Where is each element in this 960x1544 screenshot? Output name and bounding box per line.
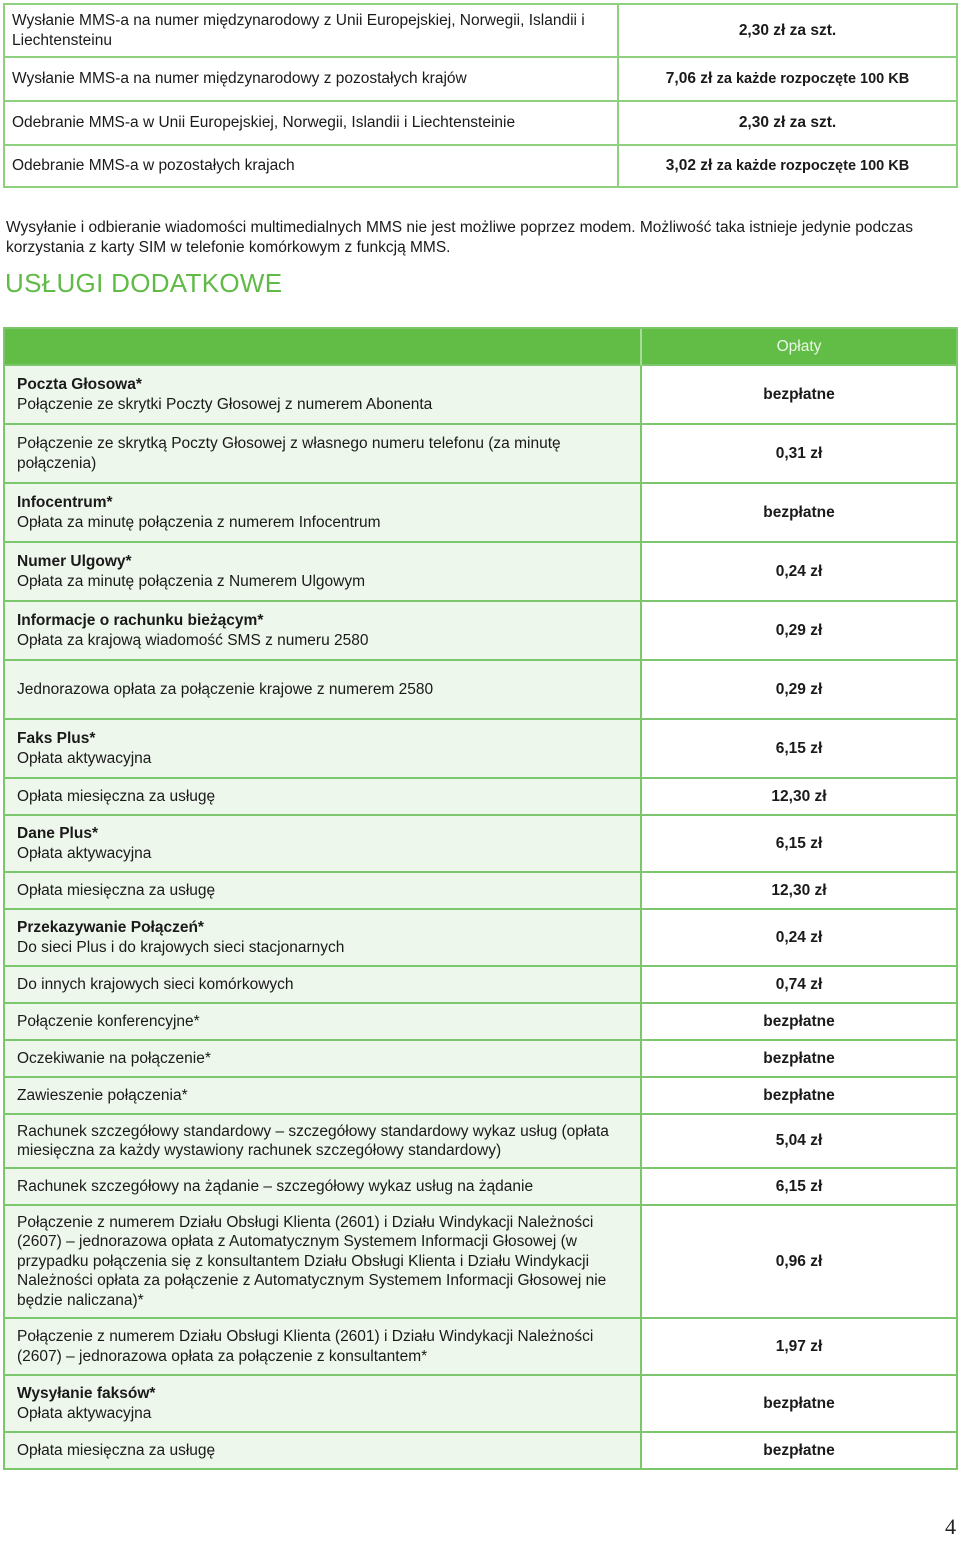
service-description: Opłata za krajową wiadomość SMS z numeru 2580 bbox=[17, 631, 369, 649]
service-description: Opłata za minutę połączenia z numerem Infocentrum bbox=[17, 513, 381, 531]
service-description: Opłata miesięczna za usługę bbox=[17, 1441, 216, 1459]
table-header-row bbox=[5, 329, 958, 366]
mms-value: 3,02 zł za każde rozpoczęte 100 KB bbox=[619, 146, 958, 188]
service-price: bezpłatne bbox=[642, 1004, 958, 1041]
service-cell bbox=[5, 425, 642, 484]
service-price: 12,30 zł bbox=[642, 873, 958, 910]
table-row bbox=[5, 910, 958, 967]
service-description: Połączenie konferencyjne* bbox=[17, 1012, 200, 1030]
service-cell bbox=[5, 1169, 642, 1206]
service-description: Oczekiwanie na połączenie* bbox=[17, 1049, 211, 1067]
table-row bbox=[5, 720, 958, 779]
service-description: Do sieci Plus i do krajowych sieci stacjonarnych bbox=[17, 938, 345, 956]
service-cell bbox=[5, 910, 642, 967]
table-row bbox=[5, 1078, 958, 1115]
service-description: Opłata aktywacyjna bbox=[17, 749, 152, 767]
table-row bbox=[5, 1319, 958, 1376]
service-price: bezpłatne bbox=[642, 1041, 958, 1078]
service-price: 5,04 zł bbox=[642, 1115, 958, 1169]
mms-label: Wysłanie MMS-a na numer międzynarodowy z pozostałych krajów bbox=[5, 58, 619, 102]
service-description: Połączenie ze skrytką Poczty Głosowej z własnego numeru telefonu (za minutę połączenia) bbox=[17, 435, 561, 472]
service-price: 1,97 zł bbox=[642, 1319, 958, 1376]
service-cell bbox=[5, 602, 642, 661]
table-row bbox=[5, 102, 958, 146]
service-price: 0,31 zł bbox=[642, 425, 958, 484]
table-row bbox=[5, 1041, 958, 1078]
service-price: bezpłatne bbox=[642, 484, 958, 543]
table-row bbox=[5, 602, 958, 661]
service-price: 12,30 zł bbox=[642, 779, 958, 816]
service-title: Infocentrum* bbox=[17, 494, 113, 511]
service-cell bbox=[5, 543, 642, 602]
service-cell bbox=[5, 1376, 642, 1433]
service-description: Rachunek szczegółowy standardowy – szczegółowy standardowy wykaz usług (opłata miesięczna za każdy wystawiony rachunek szczegółowy standardowy) bbox=[17, 1122, 609, 1159]
table-row bbox=[5, 1433, 958, 1470]
mms-label: Wysłanie MMS-a na numer międzynarodowy z Unii Europejskiej, Norwegii, Islandii i Liechtensteinu bbox=[5, 5, 619, 58]
service-cell bbox=[5, 873, 642, 910]
table-row bbox=[5, 967, 958, 1004]
service-price: bezpłatne bbox=[642, 1433, 958, 1470]
service-title: Przekazywanie Połączeń* bbox=[17, 919, 204, 936]
service-cell bbox=[5, 816, 642, 873]
page-number: 4 bbox=[945, 1514, 956, 1539]
table-row bbox=[5, 779, 958, 816]
table-row bbox=[5, 425, 958, 484]
mms-note: Wysyłanie i odbieranie wiadomości multimedialnych MMS nie jest możliwe poprzez modem. Możliwość taka istnieje jedynie podczas korzystania z karty SIM w telefonie komórkowym z funkcją MMS. bbox=[6, 219, 913, 256]
table-row bbox=[5, 661, 958, 720]
service-price: 6,15 zł bbox=[642, 1169, 958, 1206]
service-description: Opłata aktywacyjna bbox=[17, 1404, 152, 1422]
mms-value: 2,30 zł za szt. bbox=[619, 102, 958, 146]
service-price: bezpłatne bbox=[642, 1376, 958, 1433]
service-title: Faks Plus* bbox=[17, 730, 96, 747]
table-row bbox=[5, 1206, 958, 1319]
service-cell bbox=[5, 1206, 642, 1319]
service-price: 0,74 zł bbox=[642, 967, 958, 1004]
service-description: Połączenie z numerem Działu Obsługi Klienta (2601) i Działu Windykacji Należności (2607) – jednorazowa opłata z Automatycznym Systemem Informacji Głosowej (w przypadku połączenia się z konsultantem Działu Obsługi Klienta i Działu Windykacji Należności opłata za połączenie z Automatycznym Systemem Informacji Głosowej nie będzie naliczana)* bbox=[17, 1213, 607, 1309]
mms-label: Odebranie MMS-a w Unii Europejskiej, Norwegii, Islandii i Liechtensteinie bbox=[5, 102, 619, 146]
table-row bbox=[5, 366, 958, 425]
table-row bbox=[5, 5, 958, 58]
service-cell bbox=[5, 720, 642, 779]
service-title: Wysyłanie faksów* bbox=[17, 1385, 156, 1402]
service-description: Zawieszenie połączenia* bbox=[17, 1086, 188, 1104]
header-price-cell: Opłaty bbox=[642, 329, 958, 366]
table-row bbox=[5, 816, 958, 873]
service-description: Rachunek szczegółowy na żądanie – szczegółowy wykaz usług na żądanie bbox=[17, 1177, 534, 1195]
service-cell bbox=[5, 1004, 642, 1041]
table-row bbox=[5, 1169, 958, 1206]
service-price: 0,29 zł bbox=[642, 602, 958, 661]
mms-value: 2,30 zł za szt. bbox=[619, 5, 958, 58]
table-row bbox=[5, 58, 958, 102]
service-cell bbox=[5, 1115, 642, 1169]
service-description: Połączenie z numerem Działu Obsługi Klienta (2601) i Działu Windykacji Należności (2607) – jednorazowa opłata za połączenie z konsultantem* bbox=[17, 1328, 594, 1365]
service-description: Opłata miesięczna za usługę bbox=[17, 881, 216, 899]
service-description: Opłata za minutę połączenia z Numerem Ulgowym bbox=[17, 572, 366, 590]
service-title: Numer Ulgowy* bbox=[17, 553, 132, 570]
mms-roaming-table bbox=[3, 3, 958, 188]
service-price: 0,96 zł bbox=[642, 1206, 958, 1319]
additional-services-table bbox=[3, 327, 958, 1470]
table-row bbox=[5, 1004, 958, 1041]
service-title: Poczta Głosowa* bbox=[17, 376, 142, 393]
service-description: Jednorazowa opłata za połączenie krajowe z numerem 2580 bbox=[17, 680, 434, 698]
service-price: 6,15 zł bbox=[642, 816, 958, 873]
service-description: Opłata aktywacyjna bbox=[17, 844, 152, 862]
service-cell bbox=[5, 779, 642, 816]
service-description: Połączenie ze skrytki Poczty Głosowej z numerem Abonenta bbox=[17, 395, 433, 413]
service-cell bbox=[5, 661, 642, 720]
service-title: Dane Plus* bbox=[17, 825, 98, 842]
service-cell bbox=[5, 1433, 642, 1470]
service-cell bbox=[5, 1041, 642, 1078]
service-description: Opłata miesięczna za usługę bbox=[17, 787, 216, 805]
service-price: 0,29 zł bbox=[642, 661, 958, 720]
service-price: bezpłatne bbox=[642, 1078, 958, 1115]
header-service-cell bbox=[5, 329, 642, 366]
service-cell bbox=[5, 484, 642, 543]
table-row bbox=[5, 1115, 958, 1169]
service-title: Informacje o rachunku bieżącym* bbox=[17, 612, 264, 629]
table-row bbox=[5, 484, 958, 543]
service-cell bbox=[5, 366, 642, 425]
service-cell bbox=[5, 1319, 642, 1376]
service-price: bezpłatne bbox=[642, 366, 958, 425]
service-price: 0,24 zł bbox=[642, 910, 958, 967]
service-cell bbox=[5, 967, 642, 1004]
table-row bbox=[5, 543, 958, 602]
mms-value: 7,06 zł za każde rozpoczęte 100 KB bbox=[619, 58, 958, 102]
service-price: 6,15 zł bbox=[642, 720, 958, 779]
service-cell bbox=[5, 1078, 642, 1115]
service-price: 0,24 zł bbox=[642, 543, 958, 602]
table-row bbox=[5, 1376, 958, 1433]
table-row bbox=[5, 146, 958, 188]
mms-label: Odebranie MMS-a w pozostałych krajach bbox=[5, 146, 619, 188]
service-description: Do innych krajowych sieci komórkowych bbox=[17, 975, 294, 993]
section-title: USŁUGI DODATKOWE bbox=[5, 268, 283, 298]
table-row bbox=[5, 873, 958, 910]
